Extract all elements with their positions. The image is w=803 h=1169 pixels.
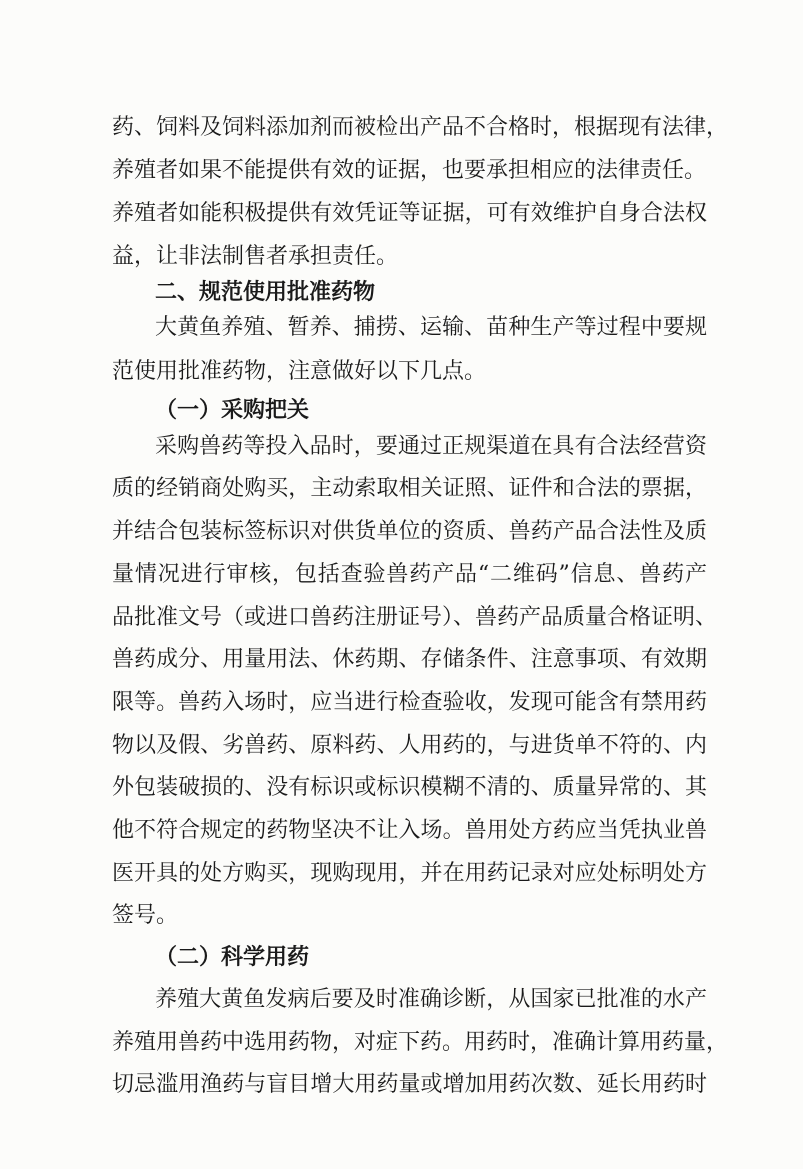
body-text-line: 大黄鱼养殖、暂养、捕捞、运输、苗种生产等过程中要规 bbox=[155, 315, 707, 340]
body-text-line: 医开具的处方购买，现购现用，并在用药记录对应处标明处方 bbox=[112, 861, 707, 886]
body-text-line: 并结合包装标签标识对供货单位的资质、兽药产品合法性及质 bbox=[112, 519, 707, 544]
subsection-heading: （二）科学用药 bbox=[155, 944, 310, 970]
body-text-line: 养殖者如果不能提供有效的证据，也要承担相应的法律责任。 bbox=[112, 158, 707, 183]
body-text-line: 药、饲料及饲料添加剂而被检出产品不合格时，根据现有法律， bbox=[112, 115, 729, 140]
body-text-line: 他不符合规定的药物坚决不让入场。兽用处方药应当凭执业兽 bbox=[112, 818, 707, 843]
body-text-line: 兽药成分、用量用法、休药期、存储条件、注意事项、有效期 bbox=[112, 647, 707, 672]
section-heading: 二、规范使用批准药物 bbox=[155, 279, 376, 305]
body-text-line: 切忌滥用渔药与盲目增大用药量或增加用药次数、延长用药时 bbox=[112, 1072, 707, 1097]
body-text-line: 品批准文号（或进口兽药注册证号）、兽药产品质量合格证明、 bbox=[112, 605, 718, 630]
body-text-line: 限等。兽药入场时，应当进行检查验收，发现可能含有禁用药 bbox=[112, 690, 707, 715]
body-text-line: 量情况进行审核，包括查验兽药产品“二维码”信息、兽药产 bbox=[112, 562, 707, 587]
body-text-line: 物以及假、劣兽药、原料药、人用药的，与进货单不符的、内 bbox=[112, 733, 707, 758]
body-text-line: 益，让非法制售者承担责任。 bbox=[112, 244, 399, 269]
body-text-line: 外包装破损的、没有标识或标识模糊不清的、质量异常的、其 bbox=[112, 775, 707, 800]
subsection-heading: （一）采购把关 bbox=[155, 397, 310, 423]
body-text-line: 养殖用兽药中选用药物，对症下药。用药时，准确计算用药量， bbox=[112, 1030, 729, 1055]
body-text-line: 养殖者如能积极提供有效凭证等证据，可有效维护自身合法权 bbox=[112, 201, 707, 226]
body-text-line: 质的经销商处购买，主动索取相关证照、证件和合法的票据， bbox=[112, 476, 707, 501]
body-text-line: 养殖大黄鱼发病后要及时准确诊断，从国家已批准的水产 bbox=[155, 987, 707, 1012]
body-text-line: 签号。 bbox=[112, 903, 179, 928]
body-text-line: 范使用批准药物，注意做好以下几点。 bbox=[112, 359, 487, 384]
body-text-line: 采购兽药等投入品时，要通过正规渠道在具有合法经营资 bbox=[155, 434, 707, 459]
